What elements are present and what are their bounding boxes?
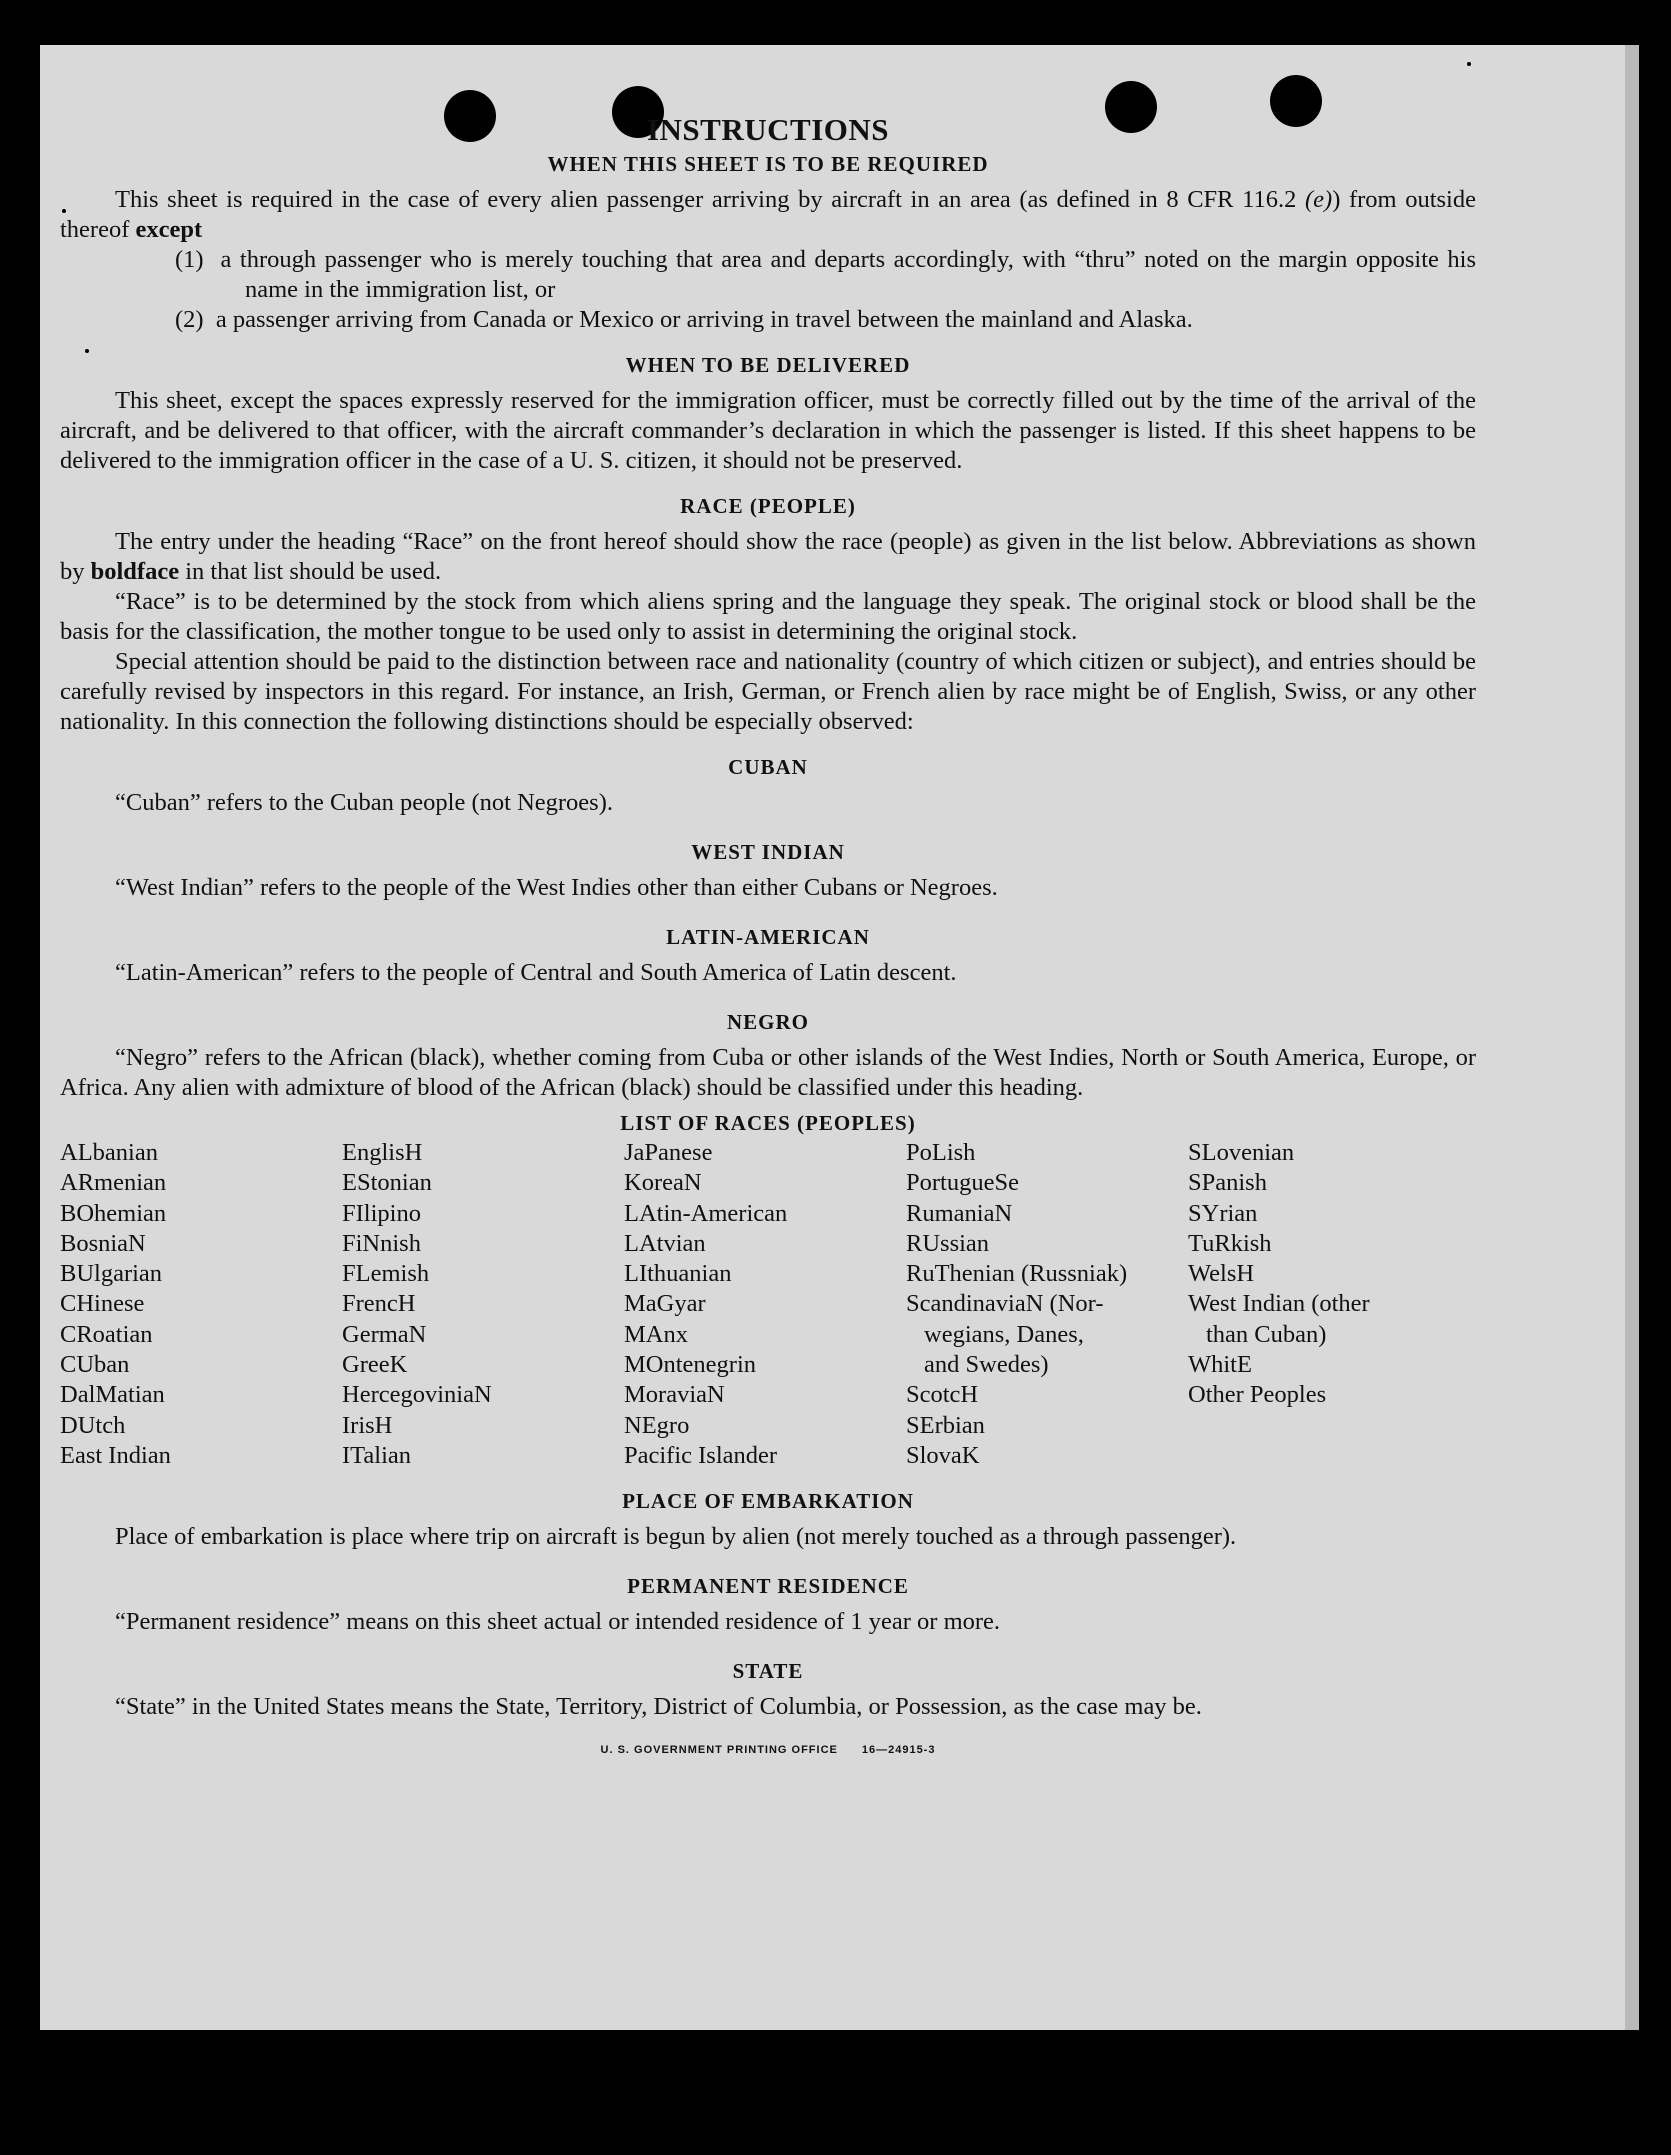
- race-item: ARmenian: [60, 1169, 167, 1197]
- race-item-continued: and Swedes): [924, 1351, 1049, 1379]
- race-item: MoraviaN: [624, 1381, 725, 1409]
- race-item: CRoatian: [60, 1320, 153, 1348]
- race-item: MAnx: [624, 1320, 688, 1348]
- race-item: MOntenegrin: [624, 1351, 756, 1379]
- race-item: CUban: [60, 1351, 130, 1379]
- race-item: RuThenian (Russniak): [906, 1260, 1128, 1288]
- race-item: GermaN: [342, 1320, 427, 1348]
- race-item: SLovenian: [1188, 1139, 1295, 1166]
- race-item: ITalian: [342, 1441, 412, 1469]
- race-item: FiNnish: [342, 1229, 421, 1257]
- race-item: ScotcH: [906, 1381, 979, 1409]
- race-item: BUlgarian: [60, 1260, 163, 1288]
- heading-residence: PERMANENT RESIDENCE: [627, 1574, 909, 1599]
- race-item: East Indian: [60, 1441, 171, 1469]
- race-item: HercegoviniaN: [342, 1381, 492, 1409]
- speck: [62, 209, 66, 213]
- race-item: DUtch: [60, 1411, 126, 1439]
- race-item: BosniaN: [60, 1229, 146, 1257]
- required-intro: This sheet is required in the case of every alien passenger arriving by aircraft in an area (as defined in 8 CFR 116.2 (e)) from outside thereof except: [60, 186, 1476, 243]
- race-item: West Indian (other: [1188, 1290, 1370, 1318]
- race-item: FLemish: [342, 1260, 430, 1288]
- race-paragraph-2: “Race” is to be determined by the stock from which aliens spring and the language they speak. The original stock or blood shall be the basis for the classification, the mother tongue to be used only to assist in determining the original stock.: [60, 588, 1476, 645]
- race-item: EnglisH: [342, 1139, 423, 1166]
- race-item: LAtin-American: [624, 1199, 788, 1227]
- race-item: Pacific Islander: [624, 1441, 778, 1469]
- heading-list-of-races: LIST OF RACES (PEOPLES): [620, 1111, 916, 1135]
- race-item-continued: than Cuban): [1206, 1320, 1327, 1348]
- speck: [1467, 62, 1471, 66]
- race-item: FrencH: [342, 1290, 416, 1318]
- heading-embarkation: PLACE OF EMBARKATION: [622, 1489, 914, 1514]
- heading-delivered: WHEN TO BE DELIVERED: [625, 353, 911, 377]
- race-item: JaPanese: [624, 1139, 713, 1166]
- required-item-1: (1) a through passenger who is merely touching that area and departs accordingly, with “thru” noted on the margin opposite his name in the immigration list, or: [175, 246, 1476, 303]
- race-item: WelsH: [1188, 1260, 1255, 1288]
- race-item: CHinese: [60, 1290, 145, 1318]
- race-column-5: [1188, 1138, 1476, 1471]
- document-sheet: [40, 45, 1625, 2030]
- race-item: SlovaK: [906, 1441, 980, 1469]
- printer-imprint: U. S. GOVERNMENT PRINTING OFFICE 16—24915-3: [600, 1744, 936, 1757]
- race-item: NEgro: [624, 1411, 690, 1439]
- heading-west-indian: WEST INDIAN: [691, 840, 845, 864]
- required-item-2: (2) a passenger arriving from Canada or Mexico or arriving in travel between the mainland and Alaska.: [175, 306, 1193, 333]
- race-item: SYrian: [1188, 1199, 1258, 1227]
- state-text: “State” in the United States means the State, Territory, District of Columbia, or Possession, as the case may be.: [115, 1693, 1202, 1721]
- document-body: [60, 112, 1476, 1756]
- race-item: KoreaN: [624, 1169, 702, 1197]
- race-item: FIlipino: [342, 1199, 421, 1227]
- west-indian-text: “West Indian” refers to the people of the West Indies other than either Cubans or Negroes.: [115, 874, 998, 901]
- race-item: Other Peoples: [1188, 1381, 1327, 1409]
- race-item: TuRkish: [1188, 1229, 1272, 1257]
- race-item: SPanish: [1188, 1169, 1267, 1197]
- race-item: LIthuanian: [624, 1260, 732, 1288]
- delivered-text: This sheet, except the spaces expressly reserved for the immigration officer, must be correctly filled out by the time of the arrival of the aircraft, and be delivered to that officer, with the aircraft commander’s declaration in which the passenger is listed. If this sheet happens to be delivered to the immigration officer in the case of a U. S. citizen, it should not be preserved.: [60, 387, 1476, 474]
- cuban-text: “Cuban” refers to the Cuban people (not Negroes).: [115, 789, 613, 816]
- race-item: RumaniaN: [906, 1199, 1013, 1227]
- race-paragraph-3: Special attention should be paid to the distinction between race and nationality (country of which citizen or subject), and entries should be carefully revised by inspectors in this regard. For instance, an Irish, German, or French alien by race might be of English, Swiss, or any other nationality. In this connection the following distinctions should be especially observed:: [60, 648, 1476, 735]
- race-item: EStonian: [342, 1169, 432, 1197]
- race-item: BOhemian: [60, 1199, 167, 1227]
- race-list: [60, 1138, 1476, 1471]
- race-column-4: [906, 1138, 1188, 1471]
- race-column-2: [342, 1138, 624, 1471]
- latin-american-text: “Latin-American” refers to the people of Central and South America of Latin descent.: [115, 959, 957, 986]
- heading-negro: NEGRO: [726, 1010, 809, 1034]
- embarkation-text: Place of embarkation is place where trip on aircraft is begun by alien (not merely touched as a through passenger).: [115, 1523, 1237, 1551]
- race-item: SErbian: [906, 1411, 985, 1439]
- heading-state: STATE: [732, 1659, 804, 1684]
- race-item: GreeK: [342, 1351, 408, 1379]
- race-paragraph-1: The entry under the heading “Race” on the front hereof should show the race (people) as given in the list below. Abbreviations as shown by boldface in that list should be used.: [60, 528, 1476, 585]
- race-item: LAtvian: [624, 1229, 706, 1257]
- race-item: IrisH: [342, 1411, 393, 1439]
- race-item: MaGyar: [624, 1290, 706, 1318]
- race-column-3: [624, 1138, 906, 1471]
- residence-text: “Permanent residence” means on this sheet actual or intended residence of 1 year or more.: [115, 1608, 1001, 1636]
- negro-text: “Negro” refers to the African (black), whether coming from Cuba or other islands of the West Indies, North or South America, Europe, or Africa. Any alien with admixture of blood of the African (black) should be classified under this heading.: [60, 1044, 1476, 1101]
- page-title: INSTRUCTIONS: [646, 112, 889, 147]
- heading-cuban: CUBAN: [728, 755, 808, 779]
- race-item: WhitE: [1188, 1351, 1252, 1379]
- heading-latin-american: LATIN-AMERICAN: [666, 925, 870, 949]
- speck: [85, 349, 89, 353]
- race-item: PortugueSe: [906, 1169, 1019, 1197]
- race-item: ScandinaviaN (Nor-: [906, 1290, 1104, 1318]
- race-item: ALbanian: [60, 1139, 158, 1166]
- race-item-continued: wegians, Danes,: [924, 1320, 1084, 1348]
- heading-race: RACE (PEOPLE): [680, 494, 856, 518]
- race-item: DalMatian: [60, 1381, 165, 1409]
- race-item: RUssian: [906, 1229, 990, 1257]
- race-item: PoLish: [906, 1139, 976, 1166]
- race-column-1: [60, 1138, 342, 1471]
- heading-required: WHEN THIS SHEET IS TO BE REQUIRED: [547, 152, 989, 176]
